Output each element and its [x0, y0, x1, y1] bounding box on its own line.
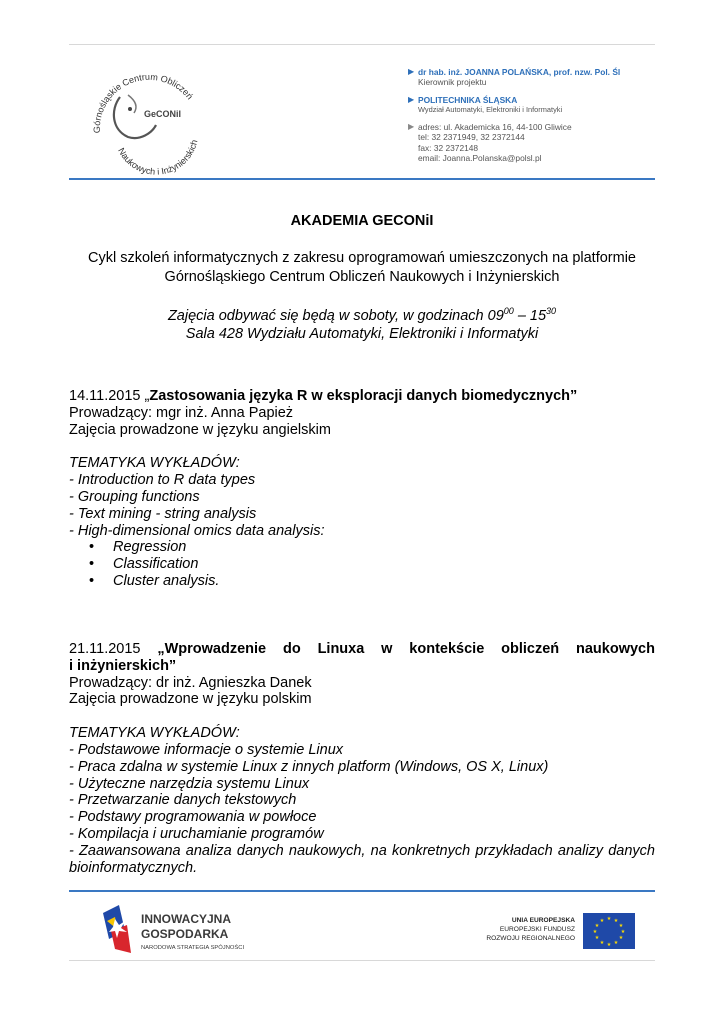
course-1-subtopic: • Regression	[69, 539, 655, 556]
course-1-date: 14.11.2015 „	[69, 388, 150, 404]
schedule-start-minutes: 00	[503, 306, 514, 316]
course-2-title-word: kontekście	[409, 641, 485, 657]
eu-fund-logo	[483, 911, 637, 956]
course-2-topic: - Podstawowe informacje o systemie Linux	[69, 741, 344, 758]
course-1-topic: - High-dimensional omics data analysis:	[69, 522, 325, 539]
course-1-subtopics	[69, 539, 655, 589]
contact-university: POLITECHNIKA ŚLĄSKA	[418, 94, 518, 105]
eu-line-2: EUROPEJSKI FUNDUSZ	[499, 926, 575, 933]
ig-line-2: GOSPODARKA	[141, 927, 229, 941]
course-2-title-word: „Wprowadzenie	[157, 641, 267, 657]
course-1-subtopic: • Cluster analysis.	[69, 573, 655, 590]
course-1-topic: - Text mining - string analysis	[69, 505, 257, 522]
course-2-heading-line	[69, 641, 655, 658]
course-2-topic: - Użyteczne narzędzia systemu Linux	[69, 775, 310, 792]
course-2-topic: - Zaawansowana analiza danych naukowych, na konkretnych przykładach analizy danych	[69, 842, 655, 859]
svg-text:★: ★	[594, 923, 600, 929]
innowacyjna-gospodarka-logo	[101, 901, 271, 962]
svg-text:★: ★	[599, 940, 605, 946]
svg-text:★: ★	[606, 916, 612, 922]
course-1-topics-header: TEMATYKA WYKŁADÓW:	[69, 455, 240, 472]
contact-faculty: Wydział Automatyki, Elektroniki i Informatyki	[418, 104, 563, 114]
contact-tel: tel: 32 2371949, 32 2372144	[418, 132, 525, 143]
svg-text:★: ★	[606, 942, 612, 948]
course-2-title-line-2: i inżynierskich”	[69, 657, 177, 674]
contact-person: dr hab. inż. JOANNA POLAŃSKA, prof. nzw. Pol. Śl	[418, 67, 621, 77]
contact-fax: fax: 32 2372148	[418, 142, 479, 153]
course-2-topic: - Przetwarzanie danych tekstowych	[69, 792, 297, 809]
course-1-topic: - Introduction to R data types	[69, 472, 256, 489]
course-1-subtopic: • Classification	[69, 556, 655, 573]
bullet-triangle-icon: ▶	[408, 67, 415, 76]
course-2-topics-header: TEMATYKA WYKŁADÓW:	[69, 725, 240, 742]
course-1-title: Zastosowania języka R w eksploracji danych biomedycznych”	[149, 388, 578, 404]
ig-line-3: NARODOWA STRATEGIA SPÓJNOŚCI	[141, 945, 245, 951]
course-1-topic: - Grouping functions	[69, 488, 200, 505]
course-2-date: 21.11.2015	[69, 641, 141, 657]
course-2-topic: - Kompilacja i uruchamianie programów	[69, 825, 324, 842]
course-2-title-word: obliczeń	[501, 641, 560, 657]
bullet-triangle-icon: ▶	[408, 122, 415, 132]
course-2-language: Zajęcia prowadzone w języku polskim	[69, 691, 312, 708]
ig-line-1: INNOWACYJNA	[141, 912, 232, 926]
svg-text:★: ★	[618, 935, 624, 941]
course-2-title-word: naukowych	[576, 641, 655, 657]
footer-divider	[69, 890, 655, 892]
doc-subtitle	[69, 249, 655, 287]
eu-line-3: ROZWOJU REGIONALNEGO	[486, 935, 575, 942]
course-1-instructor: Prowadzący: mgr inż. Anna Papież	[69, 404, 294, 421]
eu-line-1: UNIA EUROPEJSKA	[511, 917, 575, 924]
course-1-language: Zajęcia prowadzone w języku angielskim	[69, 421, 331, 438]
svg-text:★: ★	[594, 935, 600, 941]
top-rule	[69, 44, 655, 45]
schedule-text: Zajęcia odbywać się będą w soboty, w godzinach 09	[167, 307, 504, 324]
course-2-title-word: w	[381, 641, 393, 657]
course-2-instructor: Prowadzący: dr inż. Agnieszka Danek	[69, 674, 312, 691]
course-2-topic-continued: bioinformatycznych.	[69, 859, 198, 876]
svg-text:★: ★	[599, 918, 605, 924]
schedule-end-minutes: 30	[546, 306, 557, 316]
subtitle-line-2: Górnośląskiego Centrum Obliczeń Naukowych i Inżynierskich	[164, 269, 560, 285]
contact-block	[408, 67, 658, 163]
course-1	[69, 388, 655, 590]
course-2	[69, 641, 655, 876]
svg-text:★: ★	[592, 929, 598, 935]
schedule-mid: – 15	[513, 307, 547, 324]
svg-text:★: ★	[618, 923, 624, 929]
doc-title: AKADEMIA GECONiI	[290, 213, 434, 229]
logo-arc-text-top: Górnośląskie Centrum Obliczeń	[91, 71, 195, 134]
course-2-topic: - Praca zdalna w systemie Linux z innych platform (Windows, OS X, Linux)	[69, 758, 549, 775]
bottom-rule	[69, 960, 655, 961]
contact-email[interactable]: email: Joanna.Polanska@polsl.pl	[418, 153, 542, 164]
subtitle-line-1: Cykl szkoleń informatycznych z zakresu oprogramowań umieszczonych na platformie	[88, 250, 636, 266]
contact-address: adres: ul. Akademicka 16, 44-100 Gliwice	[418, 122, 572, 133]
logo-short-name: GeCONiI	[144, 109, 182, 119]
contact-role: Kierownik projektu	[418, 77, 487, 88]
footer-logos	[69, 893, 655, 961]
header-divider	[69, 178, 655, 180]
svg-text:★: ★	[613, 940, 619, 946]
bullet-triangle-icon: ▶	[408, 94, 415, 104]
svg-text:★: ★	[613, 918, 619, 924]
schedule-room: Sala 428 Wydziału Automatyki, Elektroniki i Informatyki	[185, 325, 539, 342]
logo-arc-text-bottom: Naukowych i Inżynierskich	[116, 138, 200, 177]
course-2-title-word: do	[282, 641, 301, 657]
doc-schedule	[69, 302, 655, 343]
geconii-logo	[80, 55, 210, 180]
course-2-title-word: Linuxa	[317, 641, 365, 657]
course-2-topic: - Podstawy programowania w powłoce	[69, 809, 317, 826]
svg-text:★: ★	[620, 929, 626, 935]
